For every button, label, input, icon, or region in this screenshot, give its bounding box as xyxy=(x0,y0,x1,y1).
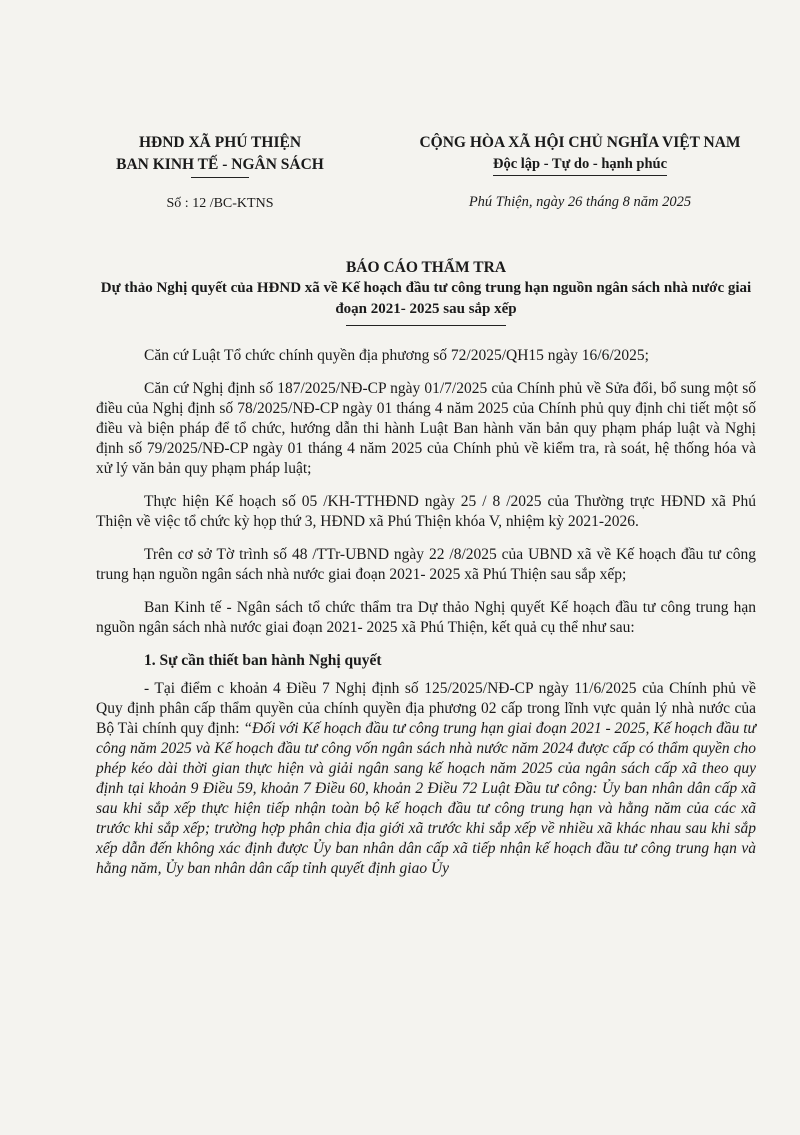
report-subtitle: Dự thảo Nghị quyết của HĐND xã về Kế hoạch đầu tư công trung hạn nguồn ngân sách nhà nước giai đoạn 2021- 2025 sau sắp xếp xyxy=(100,280,752,317)
national-motto: Độc lập - Tự do - hạnh phúc xyxy=(493,154,667,176)
report-heading xyxy=(96,258,756,326)
section-1-intro: - Tại điểm c khoản 4 Điều 7 Nghị định số 125/2025/NĐ-CP ngày 11/6/2025 của Chính phủ về Quy định phân cấp thẩm quyền của chính quyền địa phương 02 cấp trong lĩnh vực quản lý nhà nước của Bộ Tài chính quy định: xyxy=(96,680,756,737)
issuing-agency xyxy=(60,132,380,178)
section-1-heading: 1. Sự cần thiết ban hành Nghị quyết xyxy=(144,652,382,669)
title-underline xyxy=(346,325,506,326)
national-header xyxy=(370,132,790,176)
document-date: Phú Thiện, ngày 26 tháng 8 năm 2025 xyxy=(468,194,692,210)
report-title: BÁO CÁO THẨM TRA xyxy=(345,259,507,276)
document-number: Số : 12 /BC-KTNS xyxy=(166,196,274,211)
paragraph-plan: Thực hiện Kế hoạch số 05 /KH-TTHĐND ngày 25 / 8 /2025 của Thường trực HĐND xã Phú Thiện về việc tổ chức kỳ họp thứ 3, HĐND xã Phú Thiện khóa V, nhiệm kỳ 2021-2026. xyxy=(96,493,756,530)
agency-underline xyxy=(191,177,249,178)
paragraph-legal-basis-1: Căn cứ Luật Tổ chức chính quyền địa phương số 72/2025/QH15 ngày 16/6/2025; xyxy=(144,347,649,364)
section-1-quote: “Đối với Kế hoạch đầu tư công trung hạn giai đoạn 2021 - 2025, Kế hoạch đầu tư công năm 2025 và Kế hoạch đầu tư công vốn ngân sách nhà nước năm 2024 được cấp có thẩm quyền cho phép kéo dài thời gian thực hiện và giải ngân sang kế hoạch năm 2025 của ngân sách cấp xã theo quy định tại khoản 9 Điều 59, khoản 7 Điều 60, khoản 2 Điều 72 Luật Đầu tư công: Ủy ban nhân dân cấp xã sau khi sắp xếp thực hiện tiếp nhận toàn bộ kế hoạch đầu tư công trung hạn và hằng năm của các xã trước khi sắp xếp; trường hợp phân chia địa giới xã trước khi sắp xếp về nhiều xã khác nhau sau khi sắp xếp dẫn đến không xác định được Ủy ban nhân dân cấp xã tiếp nhận kế hoạch đầu tư công trung hạn và hằng năm, Ủy ban nhân dân cấp tỉnh quyết định giao Ủy xyxy=(96,720,756,877)
council-name: HĐND XÃ PHÚ THIỆN xyxy=(138,134,302,151)
committee-name: BAN KINH TẾ - NGÂN SÁCH xyxy=(116,156,324,173)
paragraph-review: Ban Kinh tế - Ngân sách tổ chức thẩm tra Dự thảo Nghị quyết Kế hoạch đầu tư công trung hạn nguồn ngân sách nhà nước giai đoạn 2021- 2025 xã Phú Thiện, kết quả cụ thể như sau: xyxy=(96,599,756,636)
paragraph-legal-basis-2: Căn cứ Nghị định số 187/2025/NĐ-CP ngày 01/7/2025 của Chính phủ về Sửa đổi, bổ sung một số điều của Nghị định số 78/2025/NĐ-CP ngày 01 tháng 4 năm 2025 của Chính phủ quy định chi tiết một số điều và biện pháp để tổ chức, hướng dẫn thi hành Luật Ban hành văn bản quy phạm pháp luật và Nghị định số 79/2025/NĐ-CP ngày 01 tháng 4 năm 2025 của Chính phủ về kiểm tra, rà soát, hệ thống hóa và xử lý văn bản quy phạm pháp luật; xyxy=(96,380,756,477)
report-body xyxy=(96,346,756,879)
nation-name: CỘNG HÒA XÃ HỘI CHỦ NGHĨA VIỆT NAM xyxy=(419,134,741,151)
paragraph-submission: Trên cơ sở Tờ trình số 48 /TTr-UBND ngày 22 /8/2025 của UBND xã về Kế hoạch đầu tư công trung hạn nguồn ngân sách nhà nước giai đoạn 2021- 2025 xã Phú Thiện sau sắp xếp; xyxy=(96,546,756,583)
section-1-paragraph xyxy=(96,679,756,879)
